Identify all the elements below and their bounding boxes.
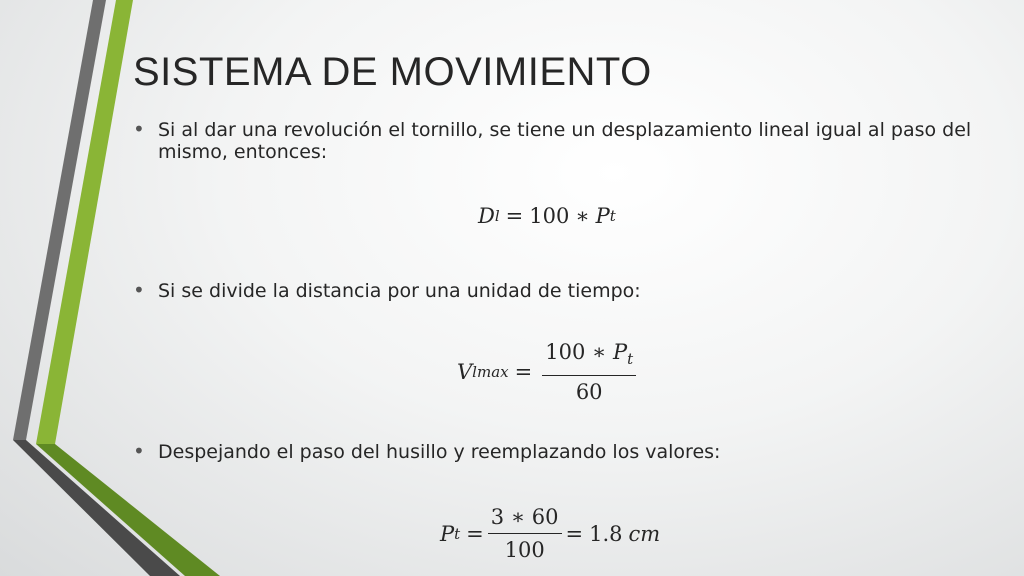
- dark-green-stripe-bottom: [36, 444, 220, 576]
- bullet-solve-pitch: [133, 441, 973, 463]
- velocity-fraction: $\frac{100 ∗ P_t}{60}$: [542, 340, 636, 404]
- bullet-text: Si se divide la distancia por una unidad de tiempo:: [158, 280, 641, 302]
- bullet-distance-time: [133, 280, 973, 302]
- equation-displacement: D l = 100 ∗ P t: [478, 204, 616, 228]
- equation-pitch-result: P t = $\frac{3 ∗ 60}{100}$ = 1.8 cm: [440, 505, 661, 562]
- bullet-text: Despejando el paso del husillo y reemplazando los valores:: [158, 441, 721, 463]
- bullet-revolution: [133, 119, 973, 163]
- bullet-marker: •: [133, 439, 145, 463]
- bullet-marker: •: [133, 278, 145, 302]
- pitch-fraction: $\frac{3 ∗ 60}{100}$: [488, 505, 562, 562]
- bullet-text: Si al dar una revolución el tornillo, se tiene un desplazamiento lineal igual al paso del mismo, entonces:: [158, 119, 972, 163]
- slide-title: SISTEMA DE MOVIMIENTO: [133, 50, 652, 94]
- equation-velocity: V lmax = $\frac{100 ∗ P_t}{60}$: [457, 340, 640, 404]
- bullet-marker: •: [133, 117, 145, 141]
